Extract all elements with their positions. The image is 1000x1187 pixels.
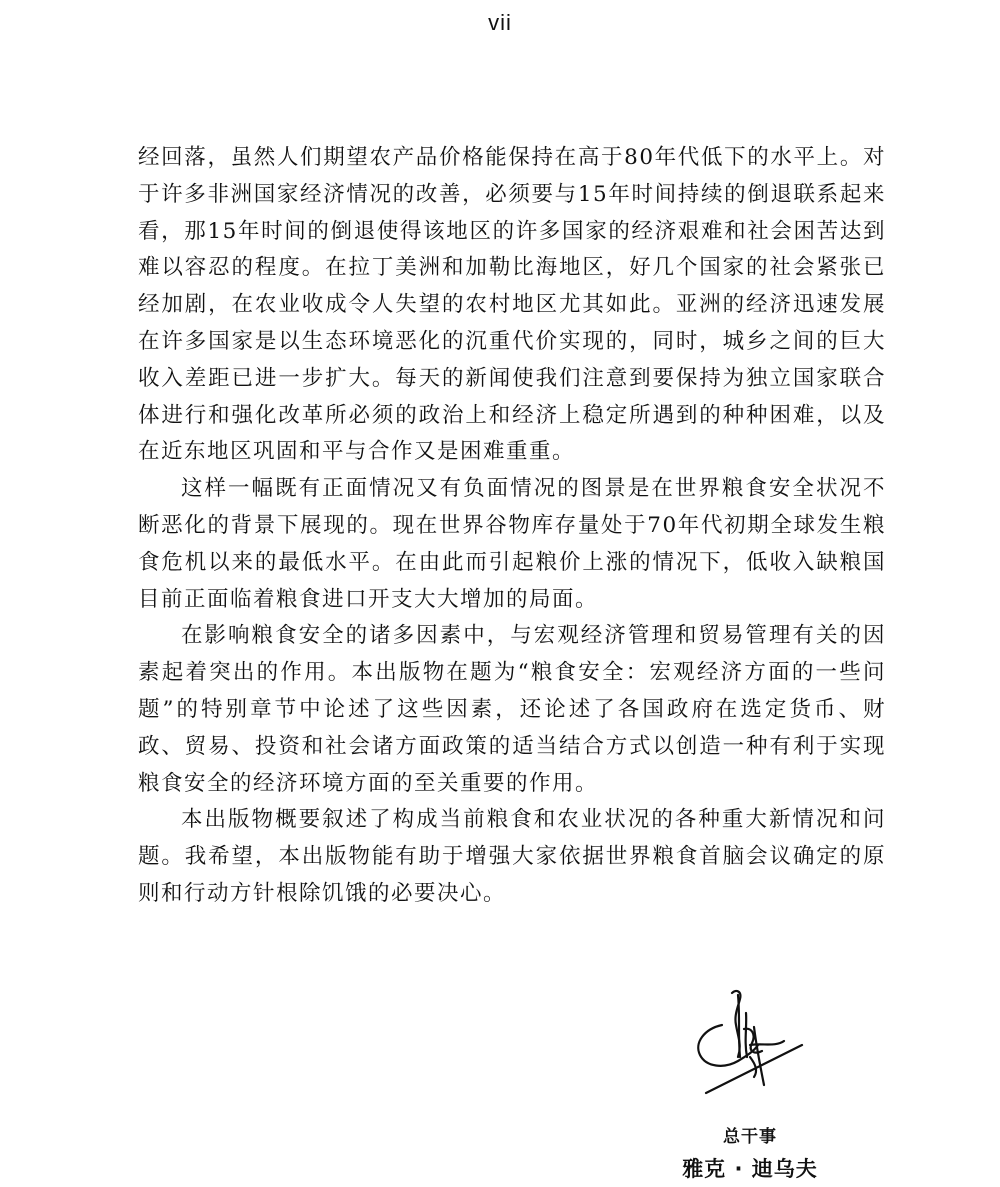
body-text: [138, 140, 886, 913]
paragraph: 这样一幅既有正面情况又有负面情况的图景是在世界粮食安全状况不断恶化的背景下展现的。现在世界谷物库存量处于70年代初期全球发生粮食危机以来的最低水平。在由此而引起粮价上涨的情况下，低收入缺粮国目前正面临着粮食进口开支大大增加的局面。: [138, 476, 886, 612]
paragraph-continued: 经回落，虽然人们期望农产品价格能保持在高于80年代低下的水平上。对于许多非洲国家经济情况的改善，必须要与15年时间持续的倒退联系起来看，那15年时间的倒退使得该地区的许多国家的经济艰难和社会困苦达到难以容忍的程度。在拉丁美洲和加勒比海地区，好几个国家的社会紧张已经加剧，在农业收成令人失望的农村地区尤其如此。亚洲的经济迅速发展在许多国家是以生态环境恶化的沉重代价实现的，同时，城乡之间的巨大收入差距已进一步扩大。每天的新闻使我们注意到要保持为独立国家联合体进行和强化改革所必须的政治上和经济上稳定所遇到的种种困难，以及在近东地区巩固和平与合作又是困难重重。: [138, 145, 886, 465]
paragraph: 本出版物概要叙述了构成当前粮食和农业状况的各种重大新情况和问题。我希望，本出版物能有助于增强大家依据世界粮食首脑会议确定的原则和行动方针根除饥饿的必要决心。: [138, 807, 886, 906]
paragraph: 在影响粮食安全的诸多因素中，与宏观经济管理和贸易管理有关的因素起着突出的作用。本出版物在题为“粮食安全：宏观经济方面的一些问题”的特别章节中论述了这些因素，还论述了各国政府在选定货币、财政、贸易、投资和社会诸方面政策的适当结合方式以创造一种有利于实现粮食安全的经济环境方面的至关重要的作用。: [138, 623, 886, 796]
signer-name: 雅克 · 迪乌夫: [682, 1157, 818, 1181]
page-number: vii: [488, 10, 512, 35]
handwritten-signature-icon: [692, 985, 807, 1100]
signer-title: 总干事: [723, 1127, 777, 1147]
